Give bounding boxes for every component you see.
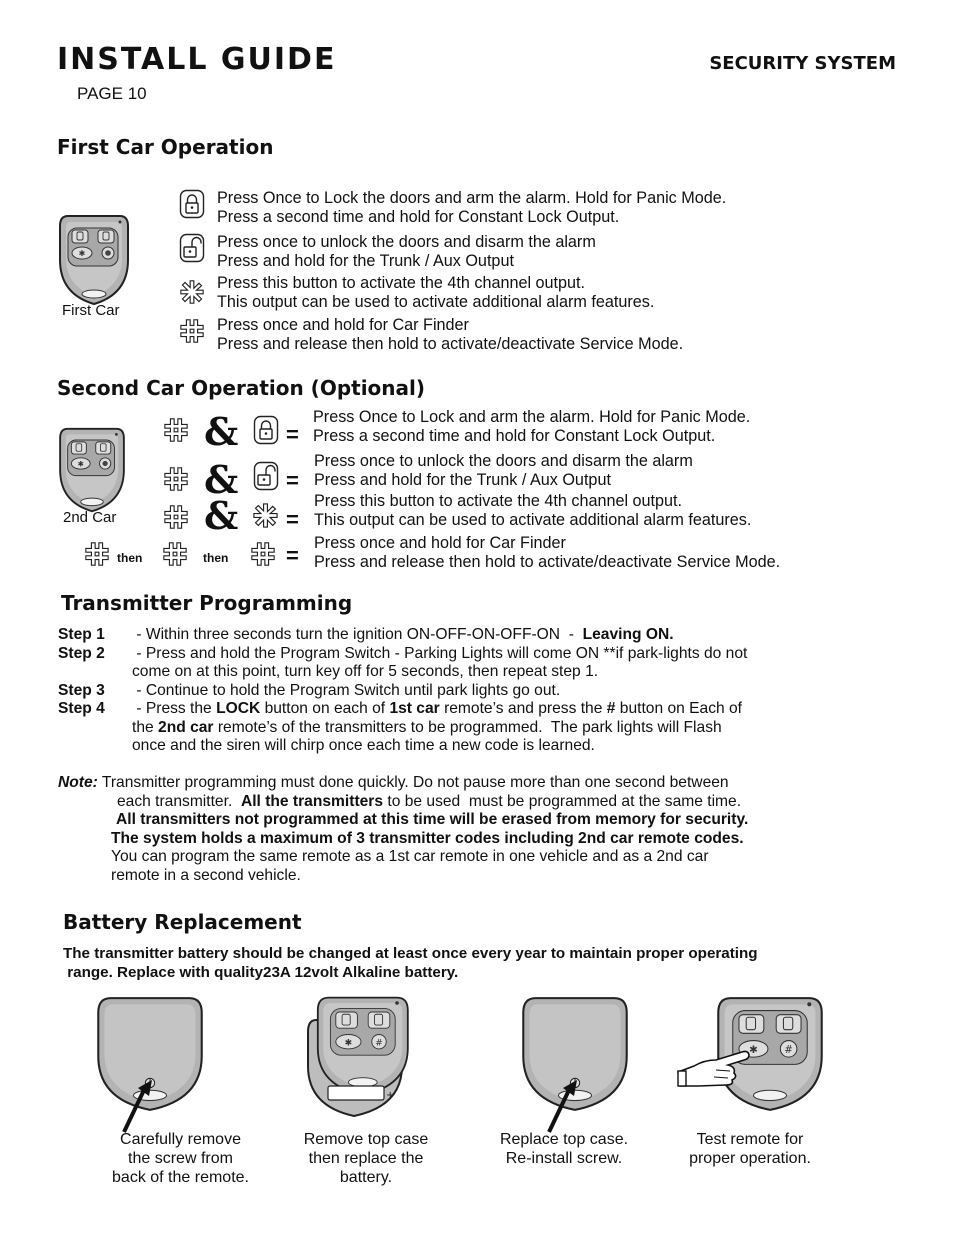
step-text: - Continue to hold the Program Switch until park lights go out. bbox=[132, 681, 561, 699]
equals-sign: = bbox=[286, 468, 299, 493]
row-line: Press and release then hold to activate/deactivate Service Mode. bbox=[217, 334, 684, 353]
row-line: Press a second time and hold for Constant Lock Output. bbox=[313, 426, 716, 445]
arrow-icon bbox=[543, 1076, 583, 1136]
hash-icon bbox=[163, 466, 189, 492]
caption-line: battery. bbox=[339, 1169, 393, 1186]
guide-title: INSTALL GUIDE bbox=[57, 42, 337, 77]
second-car-remote-icon bbox=[58, 425, 126, 515]
programming-note bbox=[58, 774, 918, 886]
step-4 bbox=[58, 700, 908, 756]
row-line: This output can be used to activate additional alarm features. bbox=[314, 510, 752, 529]
caption-line: Replace top case. bbox=[499, 1131, 629, 1148]
battery-text: range. Replace with quality23A 12volt Alkaline battery. bbox=[63, 964, 459, 981]
unlock-icon bbox=[179, 233, 205, 263]
step-text-line bbox=[132, 719, 908, 738]
row-line: Press Once to Lock the doors and arm the alarm. Hold for Panic Mode. bbox=[217, 189, 727, 207]
first-car-row-1 bbox=[217, 189, 726, 226]
row-line: Press Once to Lock and arm the alarm. Hold for Panic Mode. bbox=[313, 408, 751, 426]
second-car-heading: Second Car Operation (Optional) bbox=[57, 376, 426, 400]
row-line: This output can be used to activate additional alarm features. bbox=[217, 292, 655, 311]
step-bold: 1st car bbox=[389, 700, 440, 717]
hash-icon bbox=[163, 417, 189, 443]
battery-caption-1 bbox=[90, 1130, 271, 1187]
caption-line: Re-install screw. bbox=[505, 1150, 623, 1167]
caption-line: proper operation. bbox=[689, 1150, 811, 1167]
row-line: Press a second time and hold for Constant Lock Output. bbox=[217, 207, 620, 226]
note-bold: All transmitters not programmed at this time will be erased from memory for security. bbox=[116, 811, 749, 829]
step-label: Step 4 bbox=[58, 700, 105, 717]
battery-heading: Battery Replacement bbox=[63, 910, 302, 934]
battery-text: The transmitter battery should be changed at least once every year to maintain proper operating bbox=[63, 945, 758, 962]
hash-icon bbox=[250, 541, 276, 567]
row-line: Press once to unlock the doors and disarm the alarm bbox=[314, 452, 693, 470]
note-label: Note: bbox=[58, 774, 98, 791]
step-text: button on each of bbox=[260, 700, 390, 717]
first-car-heading: First Car Operation bbox=[57, 135, 274, 159]
hash-icon bbox=[179, 318, 205, 344]
step-text: - Within three seconds turn the ignition ON-OFF-ON-OFF-ON - bbox=[132, 626, 583, 643]
note-text: each transmitter. bbox=[117, 792, 241, 810]
step-3 bbox=[58, 682, 908, 701]
step-bold: Leaving ON. bbox=[582, 626, 674, 643]
note-bold: All the transmitters bbox=[240, 792, 384, 810]
first-car-row-4 bbox=[217, 316, 683, 353]
step-text: - Press and hold the Program Switch - Parking Lights will come ON **if park-lights do not bbox=[132, 644, 748, 662]
row-line: Press and release then hold to activate/deactivate Service Mode. bbox=[314, 552, 781, 571]
row-line: Press this button to activate the 4th channel output. bbox=[217, 274, 586, 292]
step-text: the bbox=[132, 718, 159, 736]
step-text: - Press the bbox=[132, 700, 217, 717]
equals-sign: = bbox=[286, 507, 299, 532]
step-label: Step 2 bbox=[58, 644, 105, 662]
note-text: You can program the same remote as a 1st car remote in one vehicle and as a 2nd car bbox=[111, 848, 709, 866]
first-car-label: First Car bbox=[62, 302, 120, 319]
step-text: once and the siren will chirp once each time a new code is learned. bbox=[132, 737, 595, 754]
step-text: remote’s and press the bbox=[439, 700, 607, 717]
page-number: PAGE 10 bbox=[77, 84, 147, 103]
battery-caption-2 bbox=[281, 1130, 451, 1187]
step-text: button on Each of bbox=[615, 700, 743, 717]
first-car-row-2 bbox=[217, 233, 596, 270]
hash-icon bbox=[84, 541, 110, 567]
asterisk-icon bbox=[179, 279, 205, 305]
step-text: come on at this point, turn key off for 5 seconds, then repeat step 1. bbox=[132, 663, 599, 680]
row-line: Press this button to activate the 4th channel output. bbox=[314, 492, 683, 510]
hash-icon bbox=[162, 541, 188, 567]
asterisk-icon bbox=[252, 502, 279, 529]
first-car-row-3 bbox=[217, 274, 654, 311]
programming-steps bbox=[58, 626, 908, 756]
row-line: Press once to unlock the doors and disarm the alarm bbox=[217, 233, 596, 251]
then-label: then bbox=[117, 551, 143, 565]
svg-text:+: + bbox=[386, 1090, 395, 1101]
caption-line: then replace the bbox=[308, 1150, 424, 1167]
hand-pointer-icon bbox=[676, 1040, 756, 1090]
row-line: Press and hold for the Trunk / Aux Output bbox=[217, 251, 514, 270]
step-label: Step 1 bbox=[58, 626, 105, 643]
ampersand: & bbox=[204, 409, 239, 454]
second-car-row-2 bbox=[314, 452, 693, 489]
battery-caption-4 bbox=[666, 1130, 834, 1168]
caption-line: back of the remote. bbox=[112, 1169, 249, 1186]
caption-line: Test remote for bbox=[696, 1131, 804, 1148]
step-bold: LOCK bbox=[216, 700, 261, 717]
ampersand: & bbox=[204, 493, 239, 538]
note-text: to be used must be programmed at the same time. bbox=[383, 792, 742, 810]
battery-intro bbox=[63, 944, 913, 982]
row-line: Press once and hold for Car Finder bbox=[314, 534, 566, 552]
ampersand: & bbox=[204, 457, 239, 502]
battery-caption-3 bbox=[479, 1130, 649, 1168]
first-car-remote-icon bbox=[58, 212, 130, 308]
unlock-icon bbox=[253, 461, 279, 491]
programming-heading: Transmitter Programming bbox=[61, 591, 353, 615]
caption-line: the screw from bbox=[128, 1150, 233, 1167]
second-car-row-4 bbox=[314, 534, 780, 571]
equals-sign: = bbox=[286, 543, 299, 568]
step-2 bbox=[58, 645, 908, 682]
row-line: Press and hold for the Trunk / Aux Output bbox=[314, 470, 611, 489]
then-label: then bbox=[203, 551, 229, 565]
second-car-row-3 bbox=[314, 492, 751, 529]
hash-icon bbox=[163, 504, 189, 530]
row-line: Press once and hold for Car Finder bbox=[217, 316, 469, 334]
step-1 bbox=[58, 626, 908, 645]
caption-line: Carefully remove bbox=[120, 1131, 241, 1148]
remote-open-illustration bbox=[306, 994, 410, 1118]
guide-subtitle: SECURITY SYSTEM bbox=[709, 53, 896, 74]
second-car-label: 2nd Car bbox=[63, 509, 117, 526]
note-text: remote in a second vehicle. bbox=[111, 866, 301, 884]
arrow-icon bbox=[118, 1076, 158, 1136]
caption-line: Remove top case bbox=[303, 1131, 429, 1148]
note-text: Transmitter programming must done quickly. Do not pause more than one second between bbox=[97, 774, 729, 791]
step-bold: 2nd car bbox=[158, 718, 214, 736]
step-label: Step 3 bbox=[58, 681, 105, 699]
equals-sign: = bbox=[286, 422, 299, 447]
note-bold: The system holds a maximum of 3 transmitter codes including 2nd car remote codes. bbox=[111, 829, 744, 847]
step-text: remote’s of the transmitters to be programmed. The park lights will Flash bbox=[213, 718, 722, 736]
lock-icon bbox=[179, 189, 205, 219]
lock-icon bbox=[253, 415, 279, 445]
step-bold: # bbox=[606, 700, 616, 717]
second-car-row-1 bbox=[313, 408, 750, 445]
